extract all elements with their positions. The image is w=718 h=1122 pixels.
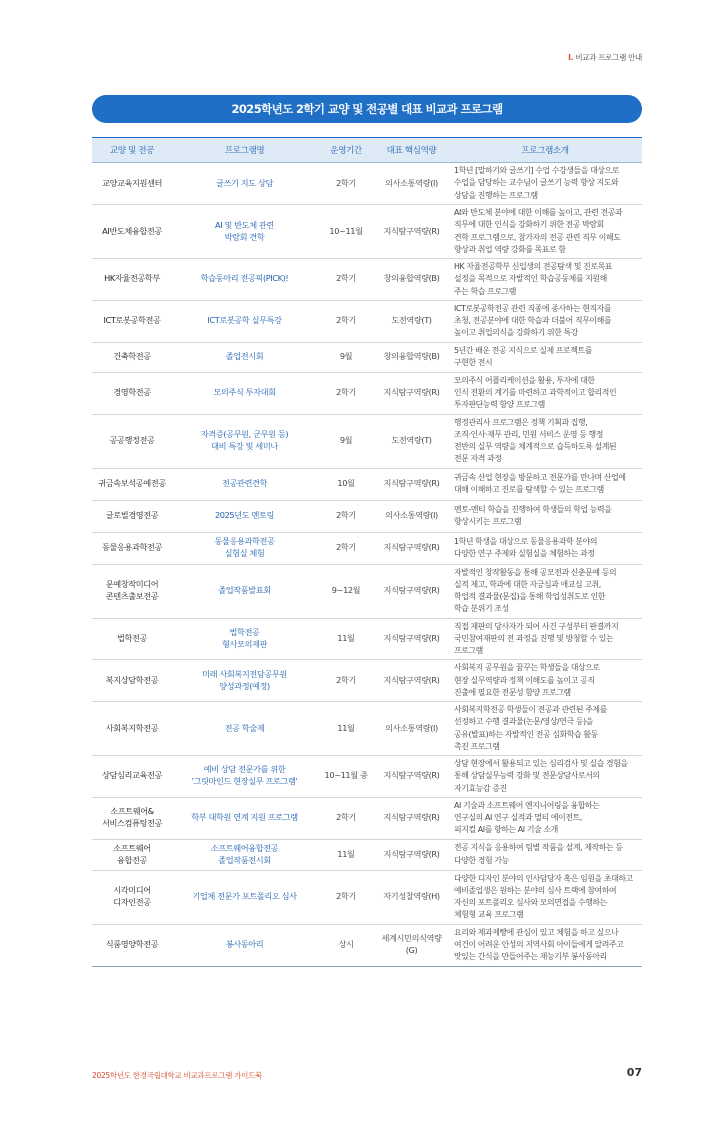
description-cell-line: 프로그램 xyxy=(454,646,483,655)
table-row xyxy=(92,564,642,618)
period-cell: 2학기 xyxy=(317,660,375,702)
description-cell xyxy=(448,797,642,839)
description-cell xyxy=(448,756,642,798)
table-row xyxy=(92,870,642,924)
page-title: 2025학년도 2학기 교양 및 전공별 대표 비교과 프로그램 xyxy=(92,95,642,123)
dept-cell-line: 서비스컴퓨팅전공 xyxy=(101,818,163,829)
description-cell-line: 현장 실무역량과 정책 이해도를 높이고 공직 xyxy=(454,675,595,685)
description-cell-line: 통해 상담실무능력 강화 및 전문상담사로서의 xyxy=(454,771,600,781)
description-cell-line: 대해 이해하고 진로를 탐색할 수 있는 프로그램 xyxy=(454,485,604,494)
description-cell-line: 자기효능감 증진 xyxy=(454,783,507,793)
program-name-cell xyxy=(172,468,317,500)
competency-cell xyxy=(375,342,448,372)
dept-cell xyxy=(92,300,172,342)
dept-cell-line: ICT로봇공학전공 xyxy=(103,315,161,326)
table-row xyxy=(92,259,642,301)
program-name-cell xyxy=(172,532,317,564)
dept-cell xyxy=(92,163,172,205)
description-cell-line: 연구실의 AI 연구 실적과 멀티 에이전트, xyxy=(454,813,582,822)
description-cell-line: 예비졸업생은 원하는 분야의 심사 트랙에 참여하여 xyxy=(454,885,617,895)
dept-cell xyxy=(92,618,172,660)
period-cell: 10~11월 중 xyxy=(317,756,375,798)
description-cell-line: 모의주식 어플리케이션을 활용, 투자에 대한 xyxy=(454,375,595,385)
competency-cell-line: 도전역량(T) xyxy=(391,315,432,326)
description-cell-line: 공유(발표)하는 자발적인 전공 심화학습 활동 xyxy=(454,729,598,739)
program-name-cell xyxy=(172,342,317,372)
program-name-cell xyxy=(172,839,317,870)
dept-cell-line: 문예창작미디어 xyxy=(105,579,159,590)
program-name-cell xyxy=(172,163,317,205)
competency-cell-line: 의사소통역량(I) xyxy=(385,510,438,521)
competency-cell-line: 지식탐구역량(R) xyxy=(383,812,440,823)
description-cell-line: 투자판단능력 함양 프로그램 xyxy=(454,400,545,410)
program-name-cell-line: ICT로봇공학 실무특강 xyxy=(207,315,282,326)
description-cell xyxy=(448,300,642,342)
program-name-cell-line: 양성과정(예정) xyxy=(219,680,270,691)
description-cell-line: 조직·인사·재무 관리, 민원 서비스 운영 등 행정 xyxy=(454,429,603,439)
program-name-cell-line: 봉사동아리 xyxy=(225,939,264,950)
table-row xyxy=(92,618,642,660)
description-cell xyxy=(448,163,642,205)
dept-cell xyxy=(92,660,172,702)
table-row xyxy=(92,797,642,839)
dept-cell-line: 융합전공 xyxy=(116,854,148,865)
program-name-cell xyxy=(172,414,317,468)
description-cell-line: 행정관리사 프로그램은 정책 기획과 집행, xyxy=(454,417,588,427)
competency-cell xyxy=(375,532,448,564)
dept-cell xyxy=(92,797,172,839)
period-cell: 2학기 xyxy=(317,300,375,342)
program-name-cell-line: 전공 학술제 xyxy=(224,722,265,733)
table-row xyxy=(92,163,642,205)
period-cell: 10~11월 xyxy=(317,205,375,259)
description-cell-line: 직접 재판의 당사자가 되어 사건 구성부터 판결까지 xyxy=(454,621,619,631)
dept-cell-line: 소프트웨어& xyxy=(110,806,154,817)
period-cell: 11월 xyxy=(317,618,375,660)
competency-cell-line: 지식탐구역량(R) xyxy=(383,632,440,643)
competency-cell-line: 지식탐구역량(R) xyxy=(383,387,440,398)
competency-cell-line: 지식탐구역량(R) xyxy=(383,225,440,236)
description-cell xyxy=(448,414,642,468)
dept-cell-line: 법학전공 xyxy=(116,632,148,643)
table-row xyxy=(92,342,642,372)
period-cell: 2학기 xyxy=(317,259,375,301)
table-row xyxy=(92,924,642,966)
period-cell: 9월 xyxy=(317,342,375,372)
description-cell-line: 전공 지식을 응용하여 팀별 작품을 설계, 제작하는 등 xyxy=(454,843,623,853)
program-name-cell-line: AI 및 반도체 관련 xyxy=(215,219,274,230)
section-header xyxy=(568,52,642,63)
program-name-cell-line: 박람회 견학 xyxy=(224,231,265,242)
description-cell-line: AI 기술과 소프트웨어 엔지니어링을 융합하는 xyxy=(454,800,600,810)
description-cell-line: 1학년 [말하기와 글쓰기] 수업 수강생들을 대상으로 xyxy=(454,166,619,176)
description-cell xyxy=(448,500,642,532)
period-cell: 2학기 xyxy=(317,372,375,414)
column-header: 프로그램소개 xyxy=(448,138,642,163)
description-cell xyxy=(448,468,642,500)
program-name-cell xyxy=(172,797,317,839)
competency-cell-line: 의사소통역량(I) xyxy=(385,722,438,733)
period-cell: 10월 xyxy=(317,468,375,500)
program-name-cell-line: '그릿마인드 현장실무 프로그램' xyxy=(191,776,298,787)
program-name-cell xyxy=(172,702,317,756)
dept-cell xyxy=(92,564,172,618)
period-cell: 상시 xyxy=(317,924,375,966)
program-name-cell xyxy=(172,500,317,532)
column-header: 대표 핵심역량 xyxy=(375,138,448,163)
description-cell-line: 사회복지학전공 학생들이 전공과 관련된 주제를 xyxy=(454,705,607,714)
description-cell xyxy=(448,259,642,301)
table-row xyxy=(92,702,642,756)
table-row xyxy=(92,532,642,564)
program-name-cell xyxy=(172,924,317,966)
competency-cell-line: 창의융합역량(B) xyxy=(383,351,440,362)
description-cell-line: 자발적인 창작활동을 통해 공모전과 신춘문예 등의 xyxy=(454,567,617,577)
section-label: 비교과 프로그램 안내 xyxy=(575,53,642,62)
program-name-cell-line: 예비 상담 전문가를 위한 xyxy=(203,764,286,775)
dept-cell-line: 식품영양학전공 xyxy=(105,939,159,950)
program-name-cell-line: 형사모의재판 xyxy=(221,638,268,649)
table-row xyxy=(92,205,642,259)
dept-cell-line: 복지상담학전공 xyxy=(105,674,159,685)
period-cell: 2학기 xyxy=(317,163,375,205)
dept-cell xyxy=(92,870,172,924)
program-name-cell-line: 졸업작품전시회 xyxy=(218,854,271,865)
dept-cell xyxy=(92,414,172,468)
program-name-cell xyxy=(172,205,317,259)
table-row xyxy=(92,660,642,702)
period-cell: 2학기 xyxy=(317,870,375,924)
dept-cell xyxy=(92,756,172,798)
period-cell: 2학기 xyxy=(317,532,375,564)
description-cell-line: 다양한 디자인 분야의 인사담당자 혹은 임원을 초대하고 xyxy=(454,873,633,883)
dept-cell-line: 교양교육지원센터 xyxy=(101,177,163,188)
competency-cell xyxy=(375,300,448,342)
competency-cell xyxy=(375,660,448,702)
description-cell-line: 전반의 실무 역량을 체계적으로 습득하도록 설계된 xyxy=(454,442,617,451)
dept-cell-line: HK자율전공학부 xyxy=(104,273,160,284)
description-cell-line: 수업을 담당하는 교수님이 글쓰기 능력 향상 지도와 xyxy=(454,178,619,188)
dept-cell xyxy=(92,259,172,301)
description-cell-line: 향상과 취업 역량 강화를 목표로 함 xyxy=(454,244,566,254)
footer-publication: 2025학년도 한경국립대학교 비교과프로그램 가이드북 xyxy=(92,1071,262,1080)
description-cell-line: 상담 현장에서 활용되고 있는 심리검사 및 실습 경험을 xyxy=(454,759,628,768)
competency-cell-line: 자기성찰역량(H) xyxy=(383,891,440,902)
program-name-cell-line: 미래 사회복지전담공무원 xyxy=(202,668,287,679)
competency-cell xyxy=(375,259,448,301)
competency-cell-line: (G) xyxy=(405,945,418,955)
description-cell-line: 국민참여재판의 전 과정을 진행 및 방청할 수 있는 xyxy=(454,633,614,643)
description-cell xyxy=(448,205,642,259)
description-cell-line: 인식 전환의 계기를 마련하고 과학적이고 합리적인 xyxy=(454,387,617,397)
description-cell xyxy=(448,372,642,414)
description-cell-line: 다양한 경험 가능 xyxy=(454,855,509,865)
dept-cell xyxy=(92,342,172,372)
period-cell: 9~12월 xyxy=(317,564,375,618)
dept-cell xyxy=(92,205,172,259)
description-cell xyxy=(448,924,642,966)
competency-cell-line: 의사소통역량(I) xyxy=(385,177,438,188)
competency-cell xyxy=(375,702,448,756)
dept-cell xyxy=(92,372,172,414)
program-name-cell-line: 모의주식 투자대회 xyxy=(213,387,276,398)
program-name-cell xyxy=(172,660,317,702)
competency-cell-line: 지식탐구역량(R) xyxy=(383,770,440,781)
dept-cell-line: AI반도체융합전공 xyxy=(102,225,162,236)
description-cell-line: 직무에 대한 인식을 강화하기 위한 전공 박람회 xyxy=(454,220,604,230)
dept-cell-line: 사회복지학전공 xyxy=(105,722,159,733)
description-cell xyxy=(448,660,642,702)
description-cell xyxy=(448,342,642,372)
program-name-cell-line: 전공관련견학 xyxy=(221,478,268,489)
program-name-cell-line: 실험실 체험 xyxy=(224,548,265,558)
description-cell xyxy=(448,618,642,660)
description-cell xyxy=(448,564,642,618)
program-name-cell-line: 졸업전시회 xyxy=(225,351,264,362)
dept-cell-line: 경영학전공 xyxy=(113,387,151,398)
dept-cell-line: 귀금속보석공예전공 xyxy=(98,478,166,489)
description-cell-line: 여건이 어려운 안성의 지역사회 아이들에게 알려주고 xyxy=(454,939,624,949)
description-cell-line: 피지컬 AI를 향하는 AI 기술 소개 xyxy=(454,825,558,835)
competency-cell xyxy=(375,870,448,924)
description-cell-line: 주는 학습 프로그램 xyxy=(454,286,516,296)
program-name-cell xyxy=(172,618,317,660)
program-name-cell-line: 학부 대학원 연계 지원 프로그램 xyxy=(191,812,298,823)
competency-cell-line: 지식탐구역량(R) xyxy=(383,848,440,859)
program-name-cell-line: 학습동아리 전공픽(PICK)! xyxy=(200,273,289,284)
description-cell-line: 높이고 취업의식을 강화하기 위한 특강 xyxy=(454,328,578,338)
description-cell-line: HK 자율전공학부 신입생의 전공탐색 및 진로목표 xyxy=(454,262,613,271)
period-cell: 2학기 xyxy=(317,797,375,839)
table-header-row xyxy=(92,138,642,163)
dept-cell xyxy=(92,500,172,532)
description-cell-line: 견학 프로그램으로, 참가자의 전공 관련 직무 이해도 xyxy=(454,232,621,242)
description-cell-line: 향상시키는 프로그램 xyxy=(454,517,522,526)
description-cell-line: 전문 자격 과정 xyxy=(454,454,502,464)
program-name-cell xyxy=(172,259,317,301)
description-cell-line: 상담을 진행하는 프로그램 xyxy=(454,190,538,200)
competency-cell-line: 창의융합역량(B) xyxy=(383,273,440,284)
dept-cell-line: 건축학전공 xyxy=(113,351,151,362)
dept-cell-line: 공공행정전공 xyxy=(109,435,155,446)
page-number: 07 xyxy=(626,1066,642,1079)
program-name-cell xyxy=(172,372,317,414)
dept-cell xyxy=(92,839,172,870)
program-name-cell-line: 동물응용과학전공 xyxy=(214,536,275,547)
program-name-cell-line: 법학전공 xyxy=(229,626,260,637)
program-name-cell xyxy=(172,564,317,618)
competency-cell xyxy=(375,414,448,468)
dept-cell-line: 동물응용과학전공 xyxy=(101,542,163,553)
period-cell: 2학기 xyxy=(317,500,375,532)
program-name-cell xyxy=(172,300,317,342)
dept-cell xyxy=(92,702,172,756)
description-cell-line: ICT로봇공학전공 관련 직종에 종사하는 현직자를 xyxy=(454,303,612,313)
competency-cell-line: 지식탐구역량(R) xyxy=(383,478,440,489)
description-cell-line: 설정을 목적으로 자발적인 학습공동체를 지원해 xyxy=(454,274,607,284)
description-cell-line: 자신의 포트폴리오 심사와 모의면접을 수행하는 xyxy=(454,898,607,907)
description-cell-line: 요리와 제과제빵에 관심이 있고 체험을 하고 싶으나 xyxy=(454,927,619,937)
program-name-cell-line: 글쓰기 지도 상담 xyxy=(216,177,273,188)
program-name-cell xyxy=(172,756,317,798)
competency-cell xyxy=(375,163,448,205)
competency-cell xyxy=(375,372,448,414)
section-number: Ⅰ. xyxy=(568,53,574,62)
competency-cell xyxy=(375,756,448,798)
program-name-cell-line: 소프트웨어융합전공 xyxy=(210,842,279,853)
description-cell-line: 촉진 프로그램 xyxy=(454,741,500,751)
column-header: 교양 및 전공 xyxy=(92,138,172,163)
dept-cell xyxy=(92,924,172,966)
competency-cell xyxy=(375,924,448,966)
period-cell: 11월 xyxy=(317,839,375,870)
dept-cell xyxy=(92,468,172,500)
dept-cell-line: 상담심리교육전공 xyxy=(101,770,163,781)
dept-cell-line: 콘텐츠출보전공 xyxy=(105,591,159,601)
description-cell-line: 체험형 교육 프로그램 xyxy=(454,910,524,920)
program-name-cell-line: 기업체 전문가 포트폴리오 심사 xyxy=(192,891,297,902)
competency-cell xyxy=(375,205,448,259)
description-cell xyxy=(448,839,642,870)
table-row xyxy=(92,468,642,500)
program-name-cell-line: 대비 특강 및 세미나 xyxy=(211,441,278,451)
description-cell-line: 학습 분위기 조성 xyxy=(454,604,509,614)
description-cell-line: 1학년 학생을 대상으로 동물응용과학 분야의 xyxy=(454,536,598,546)
competency-cell-line: 지식탐구역량(R) xyxy=(383,542,440,553)
description-cell-line: 멘토-멘티 학습을 진행하여 학생들의 학업 능력을 xyxy=(454,504,612,514)
column-header: 운영기간 xyxy=(317,138,375,163)
competency-cell xyxy=(375,564,448,618)
competency-cell-line: 지식탐구역량(R) xyxy=(383,585,440,596)
competency-cell xyxy=(375,500,448,532)
program-table xyxy=(92,137,642,967)
dept-cell-line: 글로벌경영전공 xyxy=(105,510,159,521)
description-cell-line: 맛있는 간식을 만들어주는 재능기부 봉사동아리 xyxy=(454,952,607,962)
program-name-cell-line: 졸업작품발표회 xyxy=(218,585,271,596)
competency-cell xyxy=(375,618,448,660)
program-name-cell-line: 2025년도 멘토링 xyxy=(215,510,274,521)
description-cell-line: 진출에 필요한 전문성 함양 프로그램 xyxy=(454,687,571,697)
description-cell-line: 학업적 결과물(문집)을 통해 학업성취도로 인한 xyxy=(454,592,606,601)
competency-cell-line: 도전역량(T) xyxy=(391,435,432,446)
description-cell-line: 사회복지 공무원을 꿈꾸는 학생들을 대상으로 xyxy=(454,663,600,673)
column-header: 프로그램명 xyxy=(172,138,317,163)
competency-cell xyxy=(375,468,448,500)
table-row xyxy=(92,300,642,342)
table-row xyxy=(92,500,642,532)
table-row xyxy=(92,372,642,414)
description-cell-line: 초청, 전공분야에 대한 학습과 더불어 직무이해를 xyxy=(454,316,612,325)
competency-cell-line: 세계시민의식역량 xyxy=(381,933,442,944)
description-cell-line: 귀금속 산업 현장을 방문하고 전문가를 만나며 산업에 xyxy=(454,472,626,482)
description-cell xyxy=(448,870,642,924)
competency-cell-line: 지식탐구역량(R) xyxy=(383,674,440,685)
program-name-cell-line: 자격증(공무원, 군무원 등) xyxy=(200,429,289,440)
competency-cell xyxy=(375,797,448,839)
table-row xyxy=(92,756,642,798)
description-cell-line: AI와 반도체 분야에 대한 이해를 높이고, 관련 전공과 xyxy=(454,208,623,217)
description-cell xyxy=(448,702,642,756)
table-row xyxy=(92,414,642,468)
table-row xyxy=(92,839,642,870)
description-cell-line: 5년간 배운 전공 지식으로 실제 프로젝트를 xyxy=(454,345,592,355)
competency-cell xyxy=(375,839,448,870)
description-cell-line: 실적 제고, 학과에 대한 자긍심과 애교심 고취, xyxy=(454,579,601,589)
program-name-cell xyxy=(172,870,317,924)
period-cell: 11월 xyxy=(317,702,375,756)
period-cell: 9월 xyxy=(317,414,375,468)
dept-cell-line: 소프트웨어 xyxy=(113,842,151,853)
dept-cell xyxy=(92,532,172,564)
dept-cell-line: 디자인전공 xyxy=(113,897,151,907)
description-cell-line: 다양한 연구 주제와 실험실을 체험하는 과정 xyxy=(454,549,595,558)
dept-cell-line: 시각미디어 xyxy=(113,885,151,896)
description-cell xyxy=(448,532,642,564)
description-cell-line: 구현한 전시 xyxy=(454,358,493,367)
description-cell-line: 선정하고 수행 결과물(논문/영상/연극 등)을 xyxy=(454,717,593,727)
